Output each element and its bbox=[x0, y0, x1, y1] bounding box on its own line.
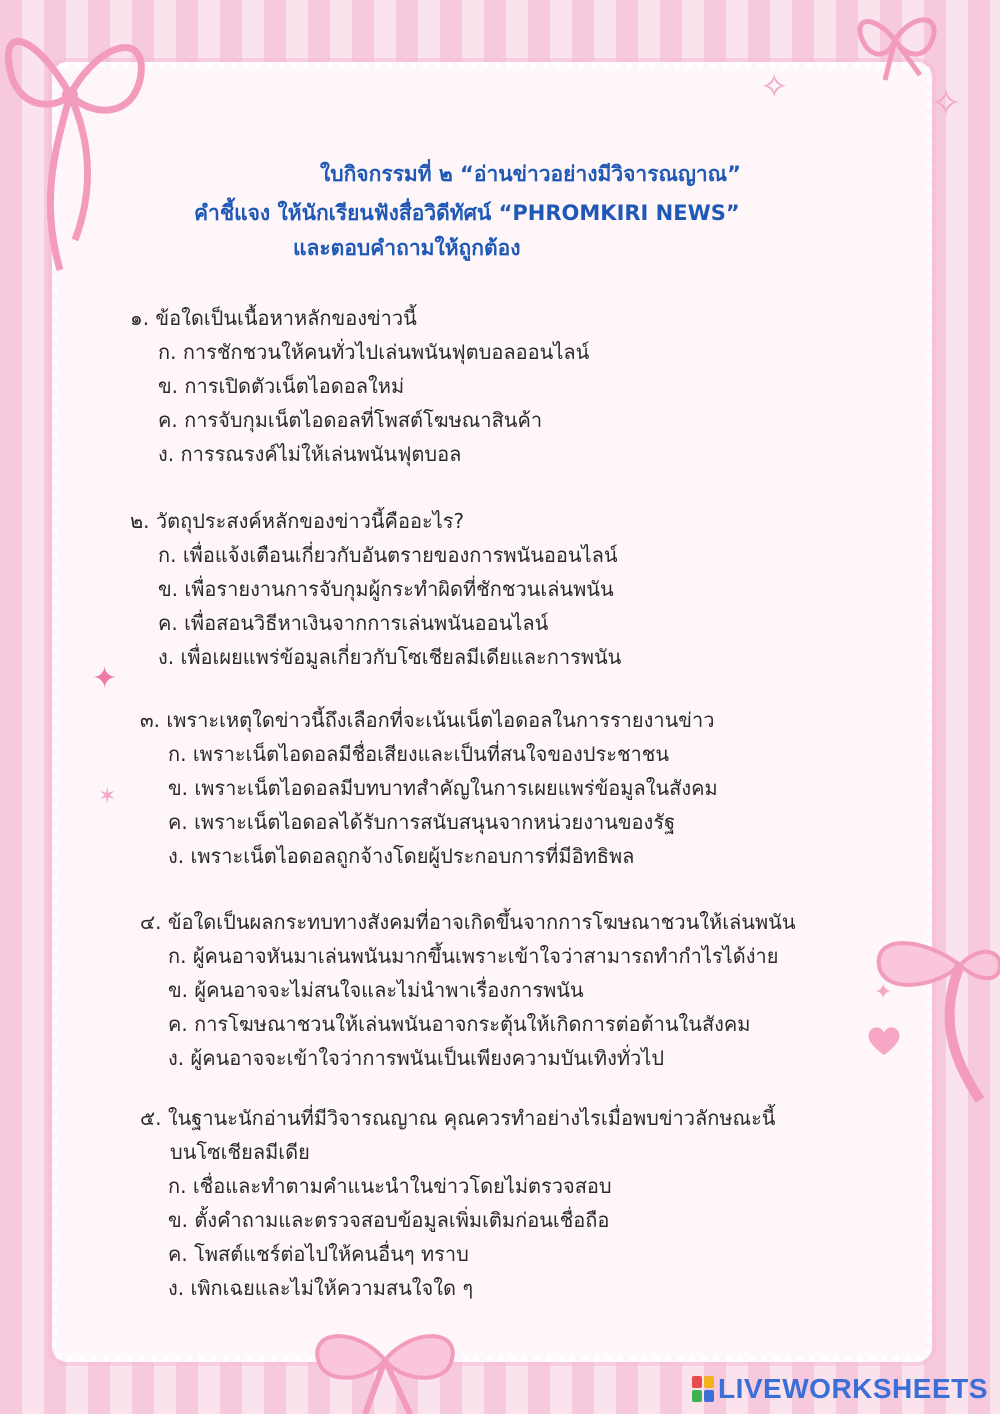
sparkle-icon: ✦ bbox=[874, 980, 893, 1005]
answer-option[interactable]: ก. เพื่อแจ้งเตือนเกี่ยวกับอันตรายของการพนันออนไลน์ bbox=[158, 543, 618, 567]
answer-option[interactable]: ก. ผู้คนอาจหันมาเล่นพนันมากขึ้นเพราะเข้าใจว่าสามารถทำกำไรได้ง่าย bbox=[168, 944, 779, 968]
question-1 bbox=[130, 302, 589, 471]
answer-option[interactable]: ก. เชื่อและทำตามคำแนะนำในข่าวโดยไม่ตรวจสอบ bbox=[168, 1174, 612, 1198]
question-3 bbox=[140, 704, 718, 873]
ribbon-bow-top-right bbox=[850, 0, 1000, 110]
answer-option[interactable]: ค. การโฆษณาชวนให้เล่นพนันอาจกระตุ้นให้เกิดการต่อต้านในสังคม bbox=[168, 1012, 751, 1036]
answer-option[interactable]: ง. เพราะเน็ตไอดอลถูกจ้างโดยผู้ประกอบการที่มีอิทธิพล bbox=[168, 844, 635, 868]
liveworksheets-logo bbox=[692, 1372, 988, 1406]
question-4 bbox=[140, 906, 796, 1075]
answer-option[interactable]: ค. เพราะเน็ตไอดอลได้รับการสนับสนุนจากหน่วยงานของรัฐ bbox=[168, 810, 676, 834]
question-stem: ๓. เพราะเหตุใดข่าวนี้ถึงเลือกที่จะเน้นเน็ตไอดอลในการรายงานข่าว bbox=[140, 708, 715, 732]
answer-option[interactable]: ง. เพื่อเผยแพร่ข้อมูลเกี่ยวกับโซเชียลมีเดียและการพนัน bbox=[158, 645, 622, 669]
answer-option[interactable]: ก. การชักชวนให้คนทั่วไปเล่นพนันฟุตบอลออนไลน์ bbox=[158, 340, 590, 364]
worksheet-title: ใบกิจกรรมที่ ๒ “อ่านข่าวอย่างมีวิจารณญาณ” bbox=[320, 162, 741, 186]
brand-text: LIVEWORKSHEETS bbox=[718, 1373, 988, 1404]
question-stem: ๒. วัตถุประสงค์หลักของข่าวนี้คืออะไร? bbox=[130, 509, 465, 533]
sparkle-icon: ✶ bbox=[98, 784, 117, 809]
answer-option[interactable]: ง. การรณรงค์ไม่ให้เล่นพนันฟุตบอล bbox=[158, 442, 462, 466]
question-5 bbox=[140, 1102, 775, 1305]
answer-option[interactable]: ข. การเปิดตัวเน็ตไอดอลใหม่ bbox=[158, 374, 405, 398]
answer-option[interactable]: ค. โพสต์แชร์ต่อไปให้คนอื่นๆ ทราบ bbox=[168, 1242, 469, 1266]
ribbon-bow-bottom bbox=[295, 1320, 475, 1414]
question-stem-cont: บนโซเชียลมีเดีย bbox=[170, 1140, 310, 1164]
sparkle-icon: ✦ bbox=[92, 661, 118, 696]
answer-option[interactable]: ข. ผู้คนอาจจะไม่สนใจและไม่นำพาเรื่องการพนัน bbox=[168, 978, 584, 1002]
answer-option[interactable]: ข. ตั้งคำถามและตรวจสอบข้อมูลเพิ่มเติมก่อนเชื่อถือ bbox=[168, 1208, 610, 1232]
answer-option[interactable]: ค. การจับกุมเน็ตไอดอลที่โพสต์โฆษณาสินค้า bbox=[158, 408, 543, 432]
instruction-text: คำชี้แจง ให้นักเรียนฟังสื่อวิดีทัศน์ “PHROMKIRI NEWS” bbox=[194, 201, 740, 225]
question-stem: ๑. ข้อใดเป็นเนื้อหาหลักของข่าวนี้ bbox=[130, 306, 417, 330]
instruction-text-cont: และตอบคำถามให้ถูกต้อง bbox=[293, 236, 521, 260]
answer-option[interactable]: ก. เพราะเน็ตไอดอลมีชื่อเสียงและเป็นที่สนใจของประชาชน bbox=[168, 742, 669, 766]
ribbon-bow-top-left bbox=[0, 0, 160, 280]
answer-option[interactable]: ง. เพิกเฉยและไม่ให้ความสนใจใด ๆ bbox=[168, 1276, 474, 1300]
answer-option[interactable]: ข. เพราะเน็ตไอดอลมีบทบาทสำคัญในการเผยแพร่ข้อมูลในสังคม bbox=[168, 776, 718, 800]
question-2 bbox=[130, 505, 621, 674]
answer-option[interactable]: ง. ผู้คนอาจจะเข้าใจว่าการพนันเป็นเพียงความบันเทิงทั่วไป bbox=[168, 1046, 665, 1070]
sparkle-icon: ✧ bbox=[930, 81, 962, 125]
ribbon-bow-right bbox=[870, 925, 1000, 1105]
answer-option[interactable]: ค. เพื่อสอนวิธีหาเงินจากการเล่นพนันออนไลน์ bbox=[158, 611, 549, 635]
question-stem: ๔. ข้อใดเป็นผลกระทบทางสังคมที่อาจเกิดขึ้นจากการโฆษณาชวนให้เล่นพนัน bbox=[140, 910, 796, 934]
liveworksheets-icon bbox=[692, 1376, 714, 1402]
heart-icon bbox=[866, 1025, 902, 1057]
sparkle-icon: ✧ bbox=[760, 67, 789, 107]
answer-option[interactable]: ข. เพื่อรายงานการจับกุมผู้กระทำผิดที่ชักชวนเล่นพนัน bbox=[158, 577, 614, 601]
question-stem: ๕. ในฐานะนักอ่านที่มีวิจารณญาณ คุณควรทำอย่างไรเมื่อพบข่าวลักษณะนี้ bbox=[140, 1106, 776, 1130]
